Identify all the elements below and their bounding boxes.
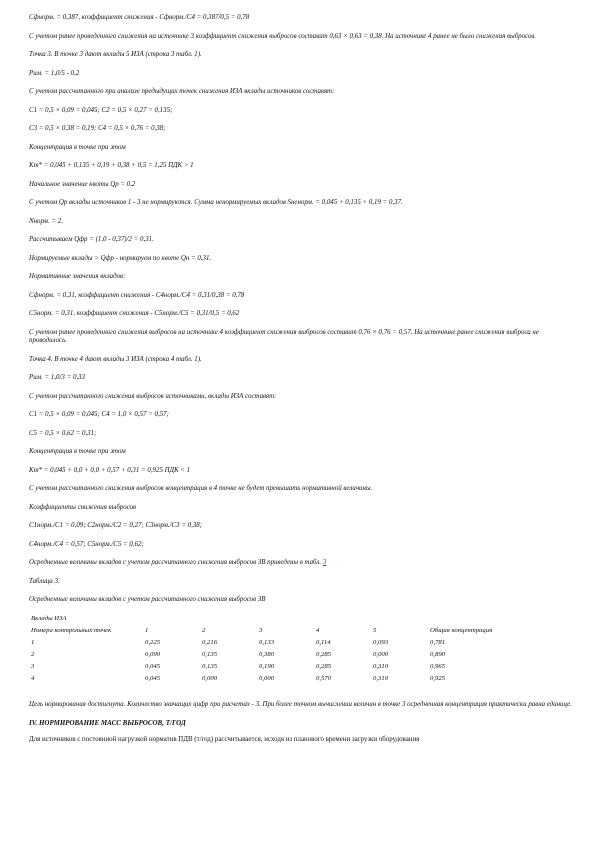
paragraph: Начальное значение квоты Qр = 0,2 bbox=[29, 180, 136, 188]
table-cell: 1 bbox=[31, 638, 35, 646]
table-cell: 0,135 bbox=[202, 650, 218, 658]
table-cell: 0,045 bbox=[145, 674, 161, 682]
table-header-row bbox=[31, 627, 510, 639]
table-cell: 0,570 bbox=[316, 674, 332, 682]
paragraph: Нормативные значения вкладов: bbox=[29, 273, 126, 280]
paragraph: Рим. = 1,0/5 - 0,2 bbox=[29, 69, 80, 77]
paragraph: Концентрация в точке при этом bbox=[29, 448, 126, 455]
header-cell: 1 bbox=[145, 626, 149, 634]
paragraph: Сфнорм. = 0,387, коэффициент снижения - Сфнорм./С4 = 0,387/0,5 = 0,78 bbox=[29, 14, 250, 21]
formula: Сфнорм. = 0,31, коэффициент снижения - С4норм./С4 = 0,31/0,38 = 0,78 bbox=[29, 291, 245, 299]
table-cell: 0,216 bbox=[202, 638, 218, 646]
formula: С1 = 0,5 × 0,09 = 0,045; С2 = 0,5 × 0,27 = 0,135; bbox=[29, 106, 173, 114]
header-cell: Общая концентрация bbox=[430, 626, 493, 634]
paragraph: С учетом рассчитанного снижения выбросов источниками, вклады ИЗА составят: bbox=[29, 392, 277, 400]
paragraph: С учетом ранее проведенного снижения на источнике 3 коэффициент снижения выбросов составит 0,63 × 0,63 = 0,38. На источнике 4 ранее не было снижения выбросов. bbox=[29, 32, 537, 40]
table-cell: 2 bbox=[31, 650, 35, 658]
contributions-table bbox=[31, 615, 510, 687]
table-cell: 0,890 bbox=[430, 650, 446, 658]
table-cell: 0,225 bbox=[145, 638, 161, 646]
table-cell: 0,380 bbox=[259, 650, 275, 658]
paragraph: Нормируемые вклады > Qфр - нормируем по квоте Qн = 0,31. bbox=[29, 254, 212, 262]
table-subtitle: Осредненные величины вкладов с учетом рассчитанного снижения выбросов ЗВ bbox=[29, 596, 266, 603]
paragraph: Nнорм. = 2. bbox=[29, 217, 63, 225]
paragraph: С учетом рассчитанного снижения выбросов концентрация в 4 точке не будет превышать нормативной величины. bbox=[29, 485, 373, 492]
header-cell: 4 bbox=[316, 626, 320, 634]
table-row bbox=[31, 651, 510, 663]
formula: Кm* = 0,045 + 0,0 + 0,0 + 0,57 + 0,31 = 0,925 ПДК < 1 bbox=[29, 466, 191, 474]
table-cell: 0,114 bbox=[316, 638, 331, 646]
paragraph: С учетом рассчитанного при анализе предыдущих точек снижения ИЗА вклады источников составят: bbox=[29, 88, 335, 95]
formula: Рим. = 1,0/3 = 0,33 bbox=[29, 374, 85, 381]
formula: С3 = 0,5 × 0,38 = 0,19; С4 = 0,5 × 0,76 = 0,38; bbox=[29, 125, 166, 132]
paragraph: Цель нормирования достигнута. Количество значащих цифр при расчетах - 3. При более точном вычислении величин в точке 3 осредненная концентрация практически равна единице. bbox=[29, 700, 572, 708]
table-cell: 0,090 bbox=[145, 650, 161, 658]
table-cell: 0,310 bbox=[373, 674, 389, 682]
table-row bbox=[31, 675, 510, 687]
table-caption: Вклады ИЗА bbox=[31, 614, 67, 622]
paragraph: Рассчитываем Qфр = (1,0 - 0,37)/2 = 0,31. bbox=[29, 236, 154, 243]
header-cell: 2 bbox=[202, 626, 206, 634]
formula: Кm* = 0,045 + 0,135 + 0,19 + 0,38 + 0,5 = 1,25 ПДК > 1 bbox=[29, 162, 194, 169]
section-heading: IV. НОРМИРОВАНИЕ МАСС ВЫБРОСОВ, Т/ГОД bbox=[29, 719, 186, 727]
paragraph: Для источников с постоянной нагрузкой норматив ПДВ (т/год) рассчитывается, исходя из планового времени загрузки оборудования bbox=[29, 736, 420, 743]
table-cell: 0,135 bbox=[202, 662, 218, 670]
header-cell: 5 bbox=[373, 626, 377, 634]
formula: С5норм. = 0,31, коэффициент снижения - С5норм./С5 = 0,31/0,5 = 0,62 bbox=[29, 310, 240, 317]
table-cell: 3 bbox=[31, 662, 35, 670]
document-page bbox=[29, 14, 574, 755]
table-cell: 0,285 bbox=[316, 662, 332, 670]
table-cell: 0,093 bbox=[373, 638, 389, 646]
table-row bbox=[31, 639, 510, 651]
table-cell: 0,285 bbox=[316, 650, 332, 658]
paragraph: Точка 3. В точке 3 дают вклады 5 ИЗА (строка 3 табл. 1). bbox=[29, 51, 202, 58]
header-cell: 3 bbox=[259, 626, 263, 634]
table-cell: 0,781 bbox=[430, 638, 446, 646]
paragraph: Концентрация в точке при этом bbox=[29, 143, 126, 151]
table-cell: 0,000 bbox=[202, 674, 218, 682]
formula: С1норм./С1 = 0,09; С2норм./С2 = 0,27; С3норм./С3 = 0,38; bbox=[29, 522, 203, 529]
paragraph: С учетом ранее проведенного снижения выбросов на источнике 4 коэффициент снижения выбросов составит 0,76 × 0,76 = 0,57. На источнике ранее снижения выброса не проводилось. bbox=[29, 328, 539, 344]
table-cell: 0,925 bbox=[430, 674, 446, 682]
table-cell: 0,310 bbox=[373, 662, 389, 670]
table-caption-row bbox=[31, 615, 510, 627]
table-cell: 4 bbox=[31, 674, 35, 682]
table-cell: 0,190 bbox=[259, 662, 275, 670]
table-cell: 0,000 bbox=[373, 650, 389, 658]
table-link[interactable]: 3 bbox=[322, 559, 327, 566]
header-cell: Номера контрольных точек bbox=[31, 626, 112, 634]
paragraph-text: Осредненные величины вкладов с учетом рассчитанного снижения выбросов ЗВ приведены в табл. bbox=[29, 559, 323, 566]
table-title: Таблица 3. bbox=[29, 577, 60, 585]
formula: С5 = 0,5 × 0,62 = 0,31; bbox=[29, 429, 97, 437]
table-cell: 0,133 bbox=[259, 638, 275, 646]
paragraph: С учетом Qр вклады источников 1 - 3 не нормируются. Сумма ненормируемых вкладов Sненорм. = 0,045 + 0,135 + 0,19 = 0,37. bbox=[29, 199, 403, 206]
paragraph-table-reference bbox=[29, 559, 574, 568]
paragraph: Коэффициенты снижения выбросов bbox=[29, 503, 137, 511]
formula: С1 = 0,5 × 0,09 = 0,045; С4 = 1,0 × 0,57 = 0,57; bbox=[29, 411, 169, 418]
formula: С4норм./С4 = 0,57; С5норм./С5 = 0,62; bbox=[29, 540, 144, 548]
paragraph: Точка 4. В точке 4 дают вклады 3 ИЗА (строка 4 табл. 1). bbox=[29, 355, 202, 363]
table-cell: 0,045 bbox=[145, 662, 161, 670]
table-cell: 0,965 bbox=[430, 662, 446, 670]
table-cell: 0,000 bbox=[259, 674, 275, 682]
table-row bbox=[31, 663, 510, 675]
